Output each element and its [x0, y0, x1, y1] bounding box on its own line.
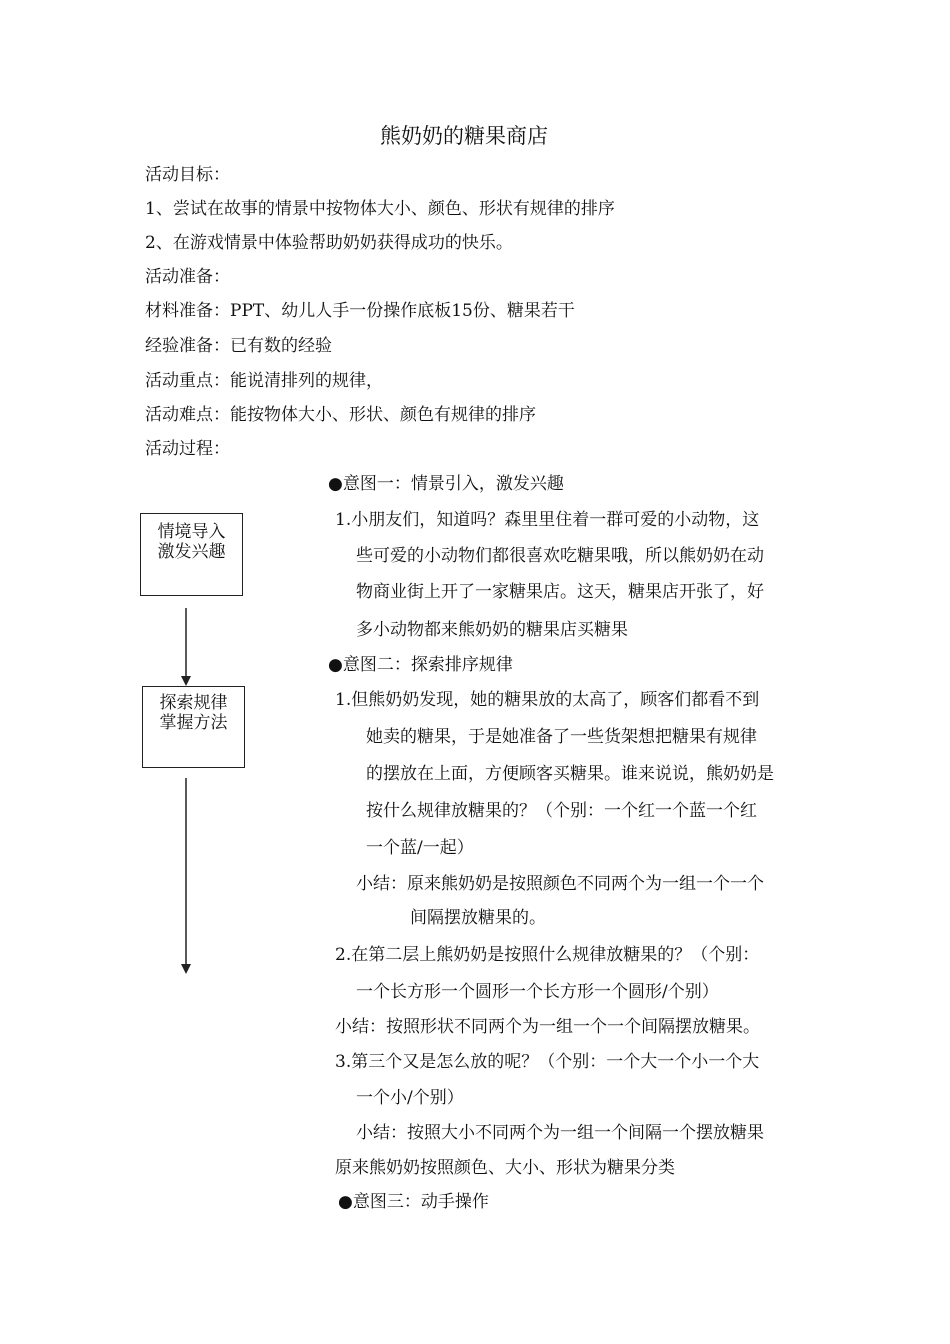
intent-3-heading: ●意图三：动手操作: [338, 1192, 489, 1212]
activity-key-point: 活动重点：能说清排列的规律，: [145, 371, 383, 391]
intent-2-summary-1-line-2: 间隔摆放糖果的。: [410, 908, 546, 928]
intent-2-item-1-line-2: 她卖的糖果，于是她准备了一些货架想把糖果有规律: [366, 727, 757, 747]
intent-2-item-3-line-2: 一个小/个别）: [356, 1088, 464, 1108]
intent-2-summary-3: 小结：按照大小不同两个为一组一个间隔一个摆放糖果: [356, 1123, 764, 1143]
flowchart-box-introduction-line-2: 激发兴趣: [157, 542, 226, 562]
intent-1-para-line-1: 1.小朋友们，知道吗？森里里住着一群可爱的小动物，这: [335, 510, 760, 530]
flowchart-box-explore-line-1: 探索规律: [159, 693, 228, 713]
intent-2-summary-1-line-1: 小结：原来熊奶奶是按照颜色不同两个为一组一个一个: [356, 874, 764, 894]
intent-1-para-line-4: 多小动物都来熊奶奶的糖果店买糖果: [356, 620, 628, 640]
experience-preparation: 经验准备：已有数的经验: [145, 336, 332, 356]
section-heading-goals: 活动目标：: [145, 165, 230, 185]
goal-item-2: 2、在游戏情景中体验帮助奶奶获得成功的快乐。: [145, 233, 513, 253]
activity-difficulty: 活动难点：能按物体大小、形状、颜色有规律的排序: [145, 405, 536, 425]
flowchart-box-introduction-line-1: 情境导入: [157, 522, 226, 542]
goal-item-1: 1、尝试在故事的情景中按物体大小、颜色、形状有规律的排序: [145, 199, 615, 219]
intent-2-item-2-line-1: 2.在第二层上熊奶奶是按照什么规律放糖果的？（个别：: [335, 945, 760, 965]
section-heading-process: 活动过程：: [145, 439, 230, 459]
flowchart-arrow-2-head: [181, 964, 191, 974]
flowchart-box-explore-line-2: 掌握方法: [159, 713, 228, 733]
section-heading-preparation: 活动准备：: [145, 267, 230, 287]
intent-2-heading: ●意图二：探索排序规律: [328, 655, 513, 675]
material-preparation: 材料准备：PPT、幼儿人手一份操作底板15份、糖果若干: [145, 301, 575, 321]
intent-2-item-1-line-4: 按什么规律放糖果的？（个别：一个红一个蓝一个红: [366, 801, 757, 821]
intent-1-heading: ●意图一：情景引入，激发兴趣: [328, 474, 564, 494]
intent-2-conclusion: 原来熊奶奶按照颜色、大小、形状为糖果分类: [335, 1158, 675, 1178]
intent-2-item-2-line-2: 一个长方形一个圆形一个长方形一个圆形/个别）: [356, 982, 719, 1002]
intent-2-item-1-line-1: 1.但熊奶奶发现，她的糖果放的太高了，顾客们都看不到: [335, 690, 760, 710]
intent-2-summary-2: 小结：按照形状不同两个为一组一个一个间隔摆放糖果。: [335, 1017, 760, 1037]
flowchart-arrow-1-head: [181, 676, 191, 686]
intent-2-item-3-line-1: 3.第三个又是怎么放的呢？（个别：一个大一个小一个大: [335, 1052, 760, 1072]
document-title: 熊奶奶的糖果商店: [380, 124, 548, 148]
intent-1-para-line-3: 物商业街上开了一家糖果店。这天，糖果店开张了，好: [356, 582, 764, 602]
intent-2-item-1-line-3: 的摆放在上面，方便顾客买糖果。谁来说说，熊奶奶是: [366, 764, 774, 784]
intent-1-para-line-2: 些可爱的小动物们都很喜欢吃糖果哦，所以熊奶奶在动: [356, 546, 764, 566]
intent-2-item-1-line-5: 一个蓝/一起）: [366, 838, 474, 858]
